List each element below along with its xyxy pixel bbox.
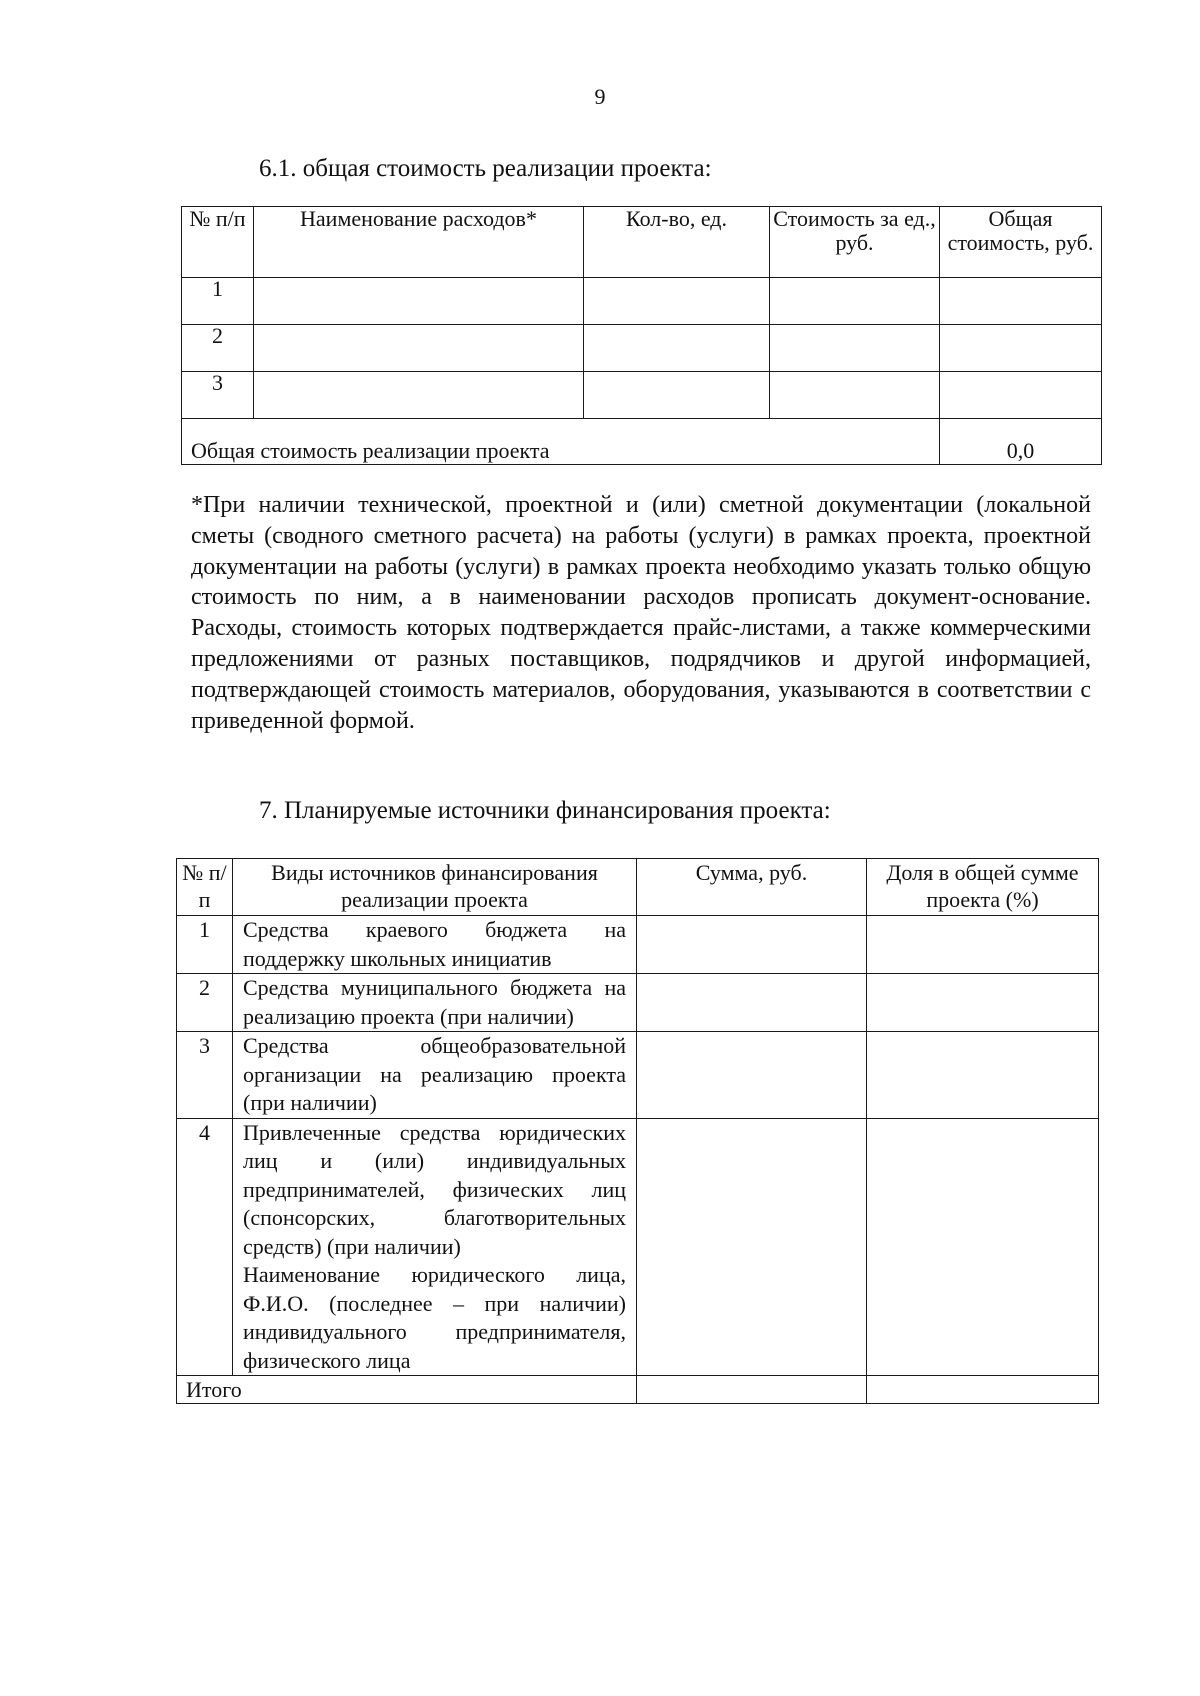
- total-share-cell[interactable]: [867, 1376, 1099, 1404]
- unit-cost-cell[interactable]: [770, 325, 940, 372]
- col-header-quantity: Кол-во, ед.: [584, 207, 770, 278]
- table-header-row: [177, 859, 1099, 916]
- col-header-share: Доля в общей сумме проекта (%): [867, 859, 1099, 916]
- table-row: [177, 1118, 1099, 1376]
- col-header-number: № п/п: [177, 859, 233, 916]
- share-cell[interactable]: [867, 1032, 1099, 1119]
- funding-source-text: Привлеченные средства юридических лиц и (или) индивидуальных предпринимателей, физических лиц (спонсорских, благотворительных средств) (при наличии): [243, 1119, 626, 1259]
- sum-cell[interactable]: [637, 916, 867, 974]
- total-label: Общая стоимость реализации проекта: [182, 419, 940, 465]
- expense-name-cell[interactable]: [254, 372, 584, 419]
- funding-source-cell: Средства общеобразовательной организации на реализацию проекта (при наличии): [233, 1032, 637, 1119]
- table-header-row: [182, 207, 1102, 278]
- total-cost-cell[interactable]: [940, 372, 1102, 419]
- share-cell[interactable]: [867, 916, 1099, 974]
- sum-cell[interactable]: [637, 974, 867, 1032]
- table-row: [177, 1032, 1099, 1119]
- funding-source-cell: Средства краевого бюджета на поддержку школьных инициатив: [233, 916, 637, 974]
- share-cell[interactable]: [867, 974, 1099, 1032]
- footnote: *При наличии технической, проектной и (или) сметной документации (локальной сметы (сводного сметного расчета) на работы (услуги) в рамках проекта, проектной документации на работы (услуги) в рамках проекта необходимо указать только общую стоимость по ним, а в наименовании расходов прописать документ-основание. Расходы, стоимость которых подтверждается прайс-листами, а также коммерческими предложениями от разных поставщиков, подрядчиков и другой информацией, подтверждающей стоимость материалов, оборудования, указываются в соответствии с приведенной формой.: [191, 492, 1091, 734]
- row-number: 3: [182, 372, 254, 419]
- sum-cell[interactable]: [637, 1032, 867, 1119]
- funding-sources-table: [176, 858, 1099, 1404]
- funding-source-cell: Средства муниципального бюджета на реализацию проекта (при наличии): [233, 974, 637, 1032]
- row-number: 1: [182, 278, 254, 325]
- expense-name-cell[interactable]: [254, 278, 584, 325]
- col-header-funding-source: Виды источников финансирования реализации проекта: [233, 859, 637, 916]
- section-6-1-heading: 6.1. общая стоимость реализации проекта:: [259, 155, 712, 182]
- table-row: [182, 372, 1102, 419]
- share-cell[interactable]: [867, 1118, 1099, 1376]
- total-cost-cell[interactable]: [940, 325, 1102, 372]
- total-cost-cell[interactable]: [940, 278, 1102, 325]
- total-row: [177, 1376, 1099, 1404]
- project-cost-table: [181, 206, 1102, 465]
- row-number: 2: [177, 974, 233, 1032]
- row-number: 1: [177, 916, 233, 974]
- table-row: [182, 278, 1102, 325]
- section-7-heading: 7. Планируемые источники финансирования проекта:: [259, 797, 831, 824]
- total-row: [182, 419, 1102, 465]
- quantity-cell[interactable]: [584, 278, 770, 325]
- expense-name-cell[interactable]: [254, 325, 584, 372]
- col-header-total-cost: Общая стоимость, руб.: [940, 207, 1102, 278]
- sum-cell[interactable]: [637, 1118, 867, 1376]
- table-row: [177, 974, 1099, 1032]
- unit-cost-cell[interactable]: [770, 278, 940, 325]
- col-header-expense-name: Наименование расходов*: [254, 207, 584, 278]
- page-number: 9: [594, 84, 606, 109]
- col-header-sum: Сумма, руб.: [637, 859, 867, 916]
- total-value: 0,0: [940, 419, 1102, 465]
- col-header-number: № п/п: [182, 207, 254, 278]
- table-row: [182, 325, 1102, 372]
- row-number: 2: [182, 325, 254, 372]
- quantity-cell[interactable]: [584, 372, 770, 419]
- unit-cost-cell[interactable]: [770, 372, 940, 419]
- total-label: Итого: [177, 1376, 637, 1404]
- quantity-cell[interactable]: [584, 325, 770, 372]
- funding-source-extra-text: Наименование юридического лица, Ф.И.О. (последнее – при наличии) индивидуального предпринимателя, физического лица: [243, 1262, 626, 1373]
- funding-source-cell: [233, 1118, 637, 1376]
- total-sum-cell[interactable]: [637, 1376, 867, 1404]
- row-number: 3: [177, 1032, 233, 1119]
- row-number: 4: [177, 1118, 233, 1376]
- table-row: [177, 916, 1099, 974]
- col-header-unit-cost: Стоимость за ед., руб.: [770, 207, 940, 278]
